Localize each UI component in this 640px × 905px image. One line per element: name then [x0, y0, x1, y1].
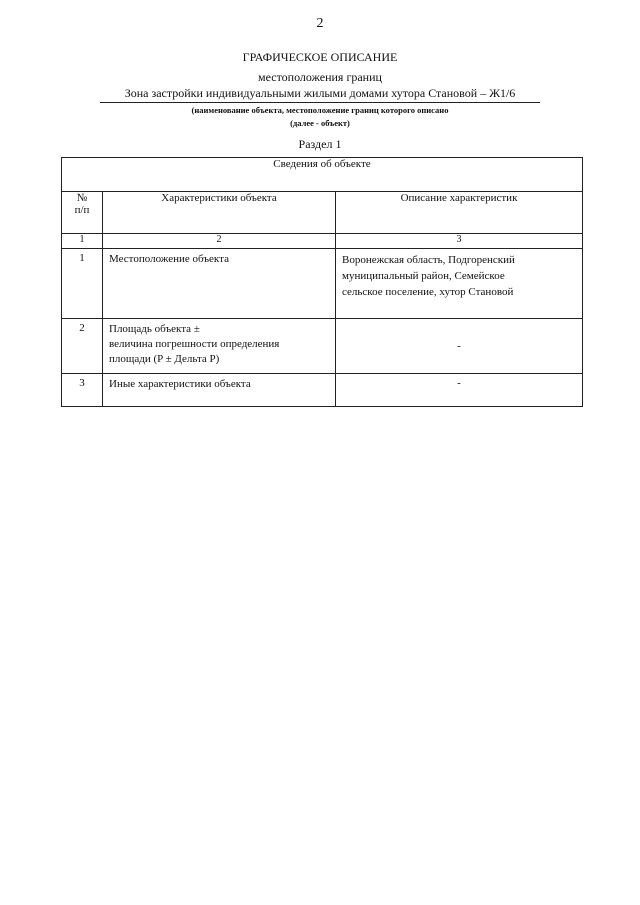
row-characteristic-line: площади (P ± Дельта P) [109, 353, 220, 365]
object-name: Зона застройки индивидуальными жилыми домами хутора Становой – Ж1/6 [100, 86, 540, 103]
row-number: 2 [62, 319, 103, 374]
column-header-number [62, 192, 103, 234]
table-header: Сведения об объекте [62, 158, 583, 192]
document-title: ГРАФИЧЕСКОЕ ОПИСАНИЕ [242, 50, 398, 64]
table-header-row [62, 158, 583, 192]
table-row [62, 319, 583, 374]
row-description-line: муниципальный район, Семейское [342, 270, 505, 282]
column-header-description: Описание характеристик [336, 192, 583, 234]
column-index: 1 [62, 234, 103, 249]
column-index: 2 [103, 234, 336, 249]
object-caption: (наименование объекта, местоположение границ которого описано [191, 105, 449, 115]
table-row [62, 374, 583, 407]
column-header-number-line1: № [76, 192, 88, 204]
row-characteristic [103, 249, 336, 319]
column-index: 3 [336, 234, 583, 249]
row-characteristic [103, 374, 336, 407]
row-description-line: Воронежская область, Подгоренский [342, 254, 515, 266]
row-number: 1 [62, 249, 103, 319]
column-header-characteristics: Характеристики объекта [103, 192, 336, 234]
row-number: 3 [62, 374, 103, 407]
page-number: 2 [316, 16, 324, 31]
row-characteristic-line: величина погрешности определения [109, 338, 280, 350]
row-description-line: сельское поселение, хутор Становой [342, 286, 514, 298]
object-caption-note: (далее - объект) [290, 118, 350, 128]
row-description: - [336, 374, 583, 407]
table-column-index-row [62, 234, 583, 249]
column-header-number-line2: п/п [74, 204, 90, 216]
object-info-table [61, 157, 583, 407]
section-label: Раздел 1 [298, 137, 342, 151]
table-column-headers [62, 192, 583, 234]
row-description: - [336, 319, 583, 374]
row-characteristic [103, 319, 336, 374]
row-characteristic-line: Иные характеристики объекта [109, 378, 251, 390]
row-characteristic-line: Площадь объекта ± [109, 323, 200, 335]
document-subtitle: местоположения границ [258, 70, 382, 84]
row-characteristic-line: Местоположение объекта [109, 253, 229, 265]
table-row [62, 249, 583, 319]
row-description [336, 249, 583, 319]
